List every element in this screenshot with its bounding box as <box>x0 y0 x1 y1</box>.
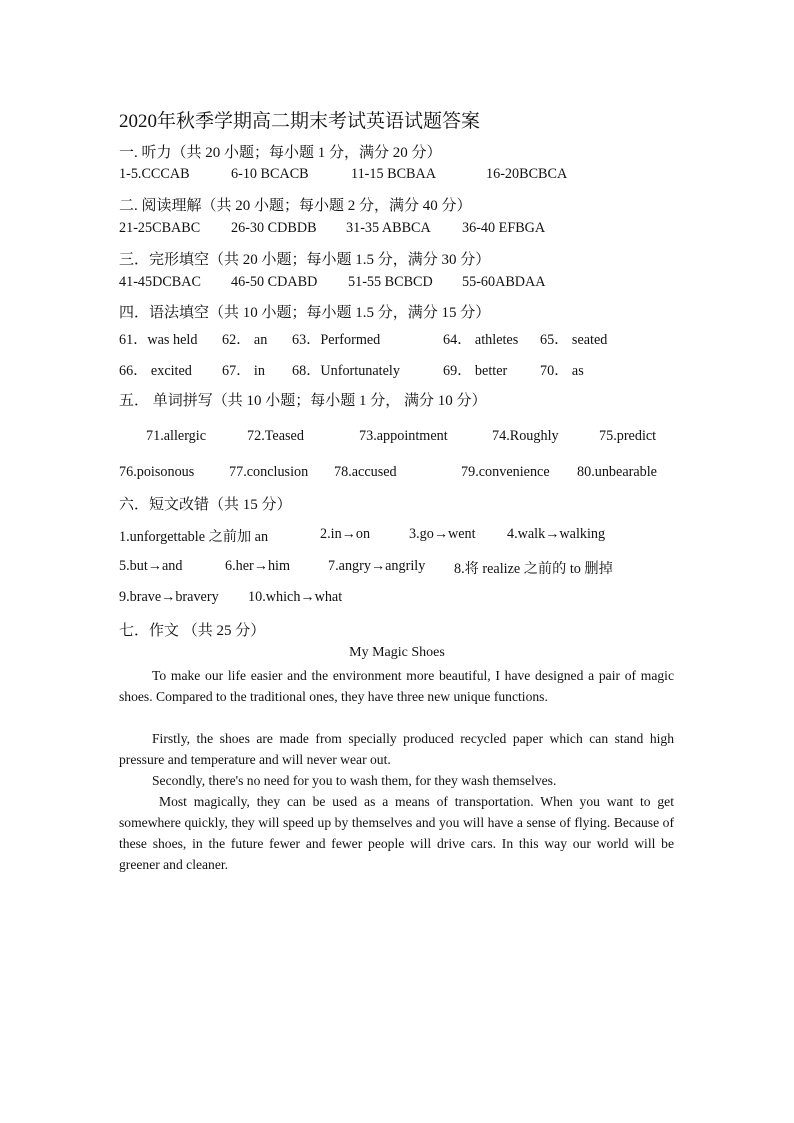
answer-item: 70． as <box>540 363 584 379</box>
answer-group: 46-50 CDABD <box>231 274 318 290</box>
essay-paragraph-2 <box>119 728 674 770</box>
answer-group: 31-35 ABBCA <box>346 220 431 236</box>
answer-item: 62． an <box>222 332 268 348</box>
essay-text: Secondly, there's no need for you to wash them, for they wash themselves. <box>152 773 557 788</box>
answer-item: 4.walk→walking <box>507 526 606 542</box>
correction-answers-row-1 <box>119 526 679 546</box>
correction-answers-row-3 <box>119 589 679 609</box>
answer-item: 8.将 realize 之前的 to 删掉 <box>454 561 613 577</box>
answer-item: 5.but→and <box>119 558 183 574</box>
answer-item: 77.conclusion <box>229 464 309 480</box>
essay-paragraph-4 <box>119 791 674 875</box>
answer-item: 63．Performed <box>292 332 381 348</box>
answer-item: 61．was held <box>119 332 198 348</box>
cloze-answers <box>119 274 679 294</box>
section-spelling-heading: 五． 单词拼写（共 10 小题；每小题 1 分， 满分 10 分） <box>119 393 487 409</box>
answer-group: 16-20BCBCA <box>486 166 568 182</box>
answer-item: 76.poisonous <box>119 464 195 480</box>
section-reading-heading: 二. 阅读理解（共 20 小题；每小题 2 分，满分 40 分） <box>119 198 472 214</box>
answer-group: 36-40 EFBGA <box>462 220 546 236</box>
grammar-answers-row-1 <box>119 329 679 349</box>
answer-item: 69． better <box>443 363 508 379</box>
section-correction-heading: 六．短文改错（共 15 分） <box>119 497 292 513</box>
spelling-answers-row-2 <box>119 464 679 484</box>
answer-item: 71.allergic <box>146 428 207 444</box>
section-essay-heading: 七．作文 （共 25 分） <box>119 623 266 639</box>
answer-item: 74.Roughly <box>492 428 559 444</box>
answer-item: 1.unforgettable 之前加 an <box>119 529 269 545</box>
answer-item: 78.accused <box>334 464 397 480</box>
section-listening-heading: 一. 听力（共 20 小题；每小题 1 分，满分 20 分） <box>119 145 442 161</box>
answer-item: 66． excited <box>119 363 192 379</box>
answer-item: 10.which→what <box>248 589 343 605</box>
answer-group: 6-10 BCACB <box>231 166 309 182</box>
answer-item: 3.go→went <box>409 526 476 542</box>
essay-text: To make our life easier and the environment more beautiful, I have designed a pair of magic shoes. Compared to the traditional ones, they have three new unique functions. <box>119 668 674 704</box>
essay-paragraph-3 <box>119 770 674 791</box>
answer-item: 67． in <box>222 363 265 379</box>
essay-title: My Magic Shoes <box>349 645 445 660</box>
answer-item: 79.convenience <box>461 464 550 480</box>
answer-group: 1-5.CCCAB <box>119 166 190 182</box>
answer-group: 41-45DCBAC <box>119 274 201 290</box>
answer-group: 11-15 BCBAA <box>351 166 436 182</box>
document-title: 2020年秋季学期高二期末考试英语试题答案 <box>119 111 481 132</box>
answer-group: 51-55 BCBCD <box>348 274 433 290</box>
answer-item: 6.her→him <box>225 558 291 574</box>
answer-item: 7.angry→angrily <box>328 558 426 574</box>
answer-item: 64． athletes <box>443 332 519 348</box>
answer-group: 55-60ABDAA <box>462 274 546 290</box>
essay-paragraph-1 <box>119 665 674 707</box>
answer-item: 68．Unfortunately <box>292 363 400 379</box>
section-cloze-heading: 三．完形填空（共 20 小题；每小题 1.5 分，满分 30 分） <box>119 252 491 268</box>
essay-text: Firstly, the shoes are made from specially produced recycled paper which can stand high pressure and temperature and will never wear out. <box>119 731 674 767</box>
answer-item: 2.in→on <box>320 526 371 542</box>
answer-group: 26-30 CDBDB <box>231 220 317 236</box>
answer-item: 73.appointment <box>359 428 448 444</box>
answer-group: 21-25CBABC <box>119 220 201 236</box>
section-grammar-heading: 四．语法填空（共 10 小题；每小题 1.5 分，满分 15 分） <box>119 305 491 321</box>
answer-item: 75.predict <box>599 428 657 444</box>
essay-text: Most magically, they can be used as a means of transportation. When you want to get somewhere quickly, they will speed up by themselves and you will have a sense of flying. Because of these shoes, in the future fewer and fewer people will drive cars. In this way our world will be greener and cleaner. <box>119 794 674 872</box>
answer-item: 9.brave→bravery <box>119 589 219 605</box>
answer-item: 80.unbearable <box>577 464 657 480</box>
reading-answers <box>119 220 679 240</box>
listening-answers <box>119 166 679 186</box>
grammar-answers-row-2 <box>119 360 679 380</box>
answer-item: 72.Teased <box>247 428 304 444</box>
answer-item: 65． seated <box>540 332 608 348</box>
spelling-answers-row-1 <box>119 428 679 448</box>
correction-answers-row-2 <box>119 558 679 578</box>
